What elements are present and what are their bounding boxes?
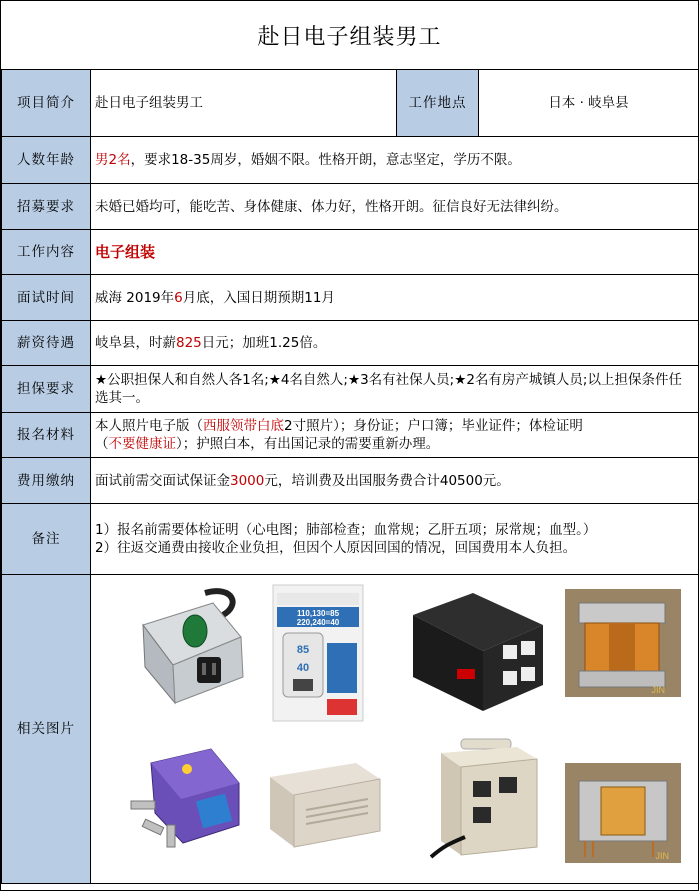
photo-open-transformer xyxy=(565,589,681,697)
fees-value: 面试前需交面试保证金3000元，培训费及出国服务费合计40500元。 xyxy=(91,458,699,504)
row-recruit xyxy=(2,184,699,230)
health-requirement: 不要健康证 xyxy=(108,436,176,452)
images-cell xyxy=(91,575,699,884)
row-project xyxy=(2,70,699,137)
page-title: 赴日电子组装男工 xyxy=(257,24,442,50)
label-recruit: 招募要求 xyxy=(2,184,91,230)
notes-value xyxy=(91,504,699,575)
photo-black-transformer xyxy=(403,585,553,720)
transformer1-mark: JIN xyxy=(651,685,665,695)
people-count: 男2名 xyxy=(95,152,131,168)
info-table xyxy=(1,69,699,884)
voltage-converter-image xyxy=(113,585,263,715)
label-work: 工作内容 xyxy=(2,230,91,275)
project-value: 赴日电子组装男工 xyxy=(91,70,397,137)
row-images xyxy=(2,575,699,884)
converter-tag-mid: 220,240=40 xyxy=(296,618,340,627)
row-notes xyxy=(2,504,699,575)
row-interview xyxy=(2,275,699,321)
label-materials: 报名材料 xyxy=(2,413,91,458)
row-people xyxy=(2,137,699,184)
people-requirements: ，要求18-35周岁，婚姻不限。性格开朗，意志坚定，学历不限。 xyxy=(130,152,521,168)
upright-transformer-image xyxy=(421,737,549,865)
photo-voltage-converter xyxy=(113,585,263,715)
materials-value: 本人照片电子版（西服领带白底2寸照片）；身份证；户口簿；毕业证件；体检证明 （不要健康证）；护照白本，有出国记录的需要重新办理。 xyxy=(91,413,699,458)
row-materials xyxy=(2,413,699,458)
note-line-1: 1）报名前需要体检证明（心电图；肺部检查；血常规；乙肝五项；尿常规；血型。） xyxy=(95,522,597,538)
label-guarantee: 担保要求 xyxy=(2,366,91,413)
salary-value: 岐阜县，时薪825日元；加班1.25倍。 xyxy=(91,321,699,366)
converter-tag-top: 110,130=85 xyxy=(296,609,340,618)
recruit-value: 未婚已婚均可，能吃苦、身体健康、体力好，性格开朗。征信良好无法律纠纷。 xyxy=(91,184,699,230)
row-fees xyxy=(2,458,699,504)
label-fees: 费用缴纳 xyxy=(2,458,91,504)
deposit-amount: 3000 xyxy=(230,472,265,489)
work-content: 电子组装 xyxy=(95,242,156,261)
label-people: 人数年龄 xyxy=(2,137,91,184)
photo-gallery xyxy=(91,575,698,883)
photo-transformer-core xyxy=(565,763,681,863)
label-project: 项目简介 xyxy=(2,70,91,137)
transformer2-mark: JIN xyxy=(655,851,669,861)
plug-adapter-image xyxy=(121,743,249,853)
label-interview: 面试时间 xyxy=(2,275,91,321)
black-transformer-image xyxy=(403,585,553,720)
converter-tag-num2: 40 xyxy=(296,662,310,674)
location-value: 日本 · 岐阜县 xyxy=(479,70,699,137)
photo-requirement: 西服领带白底 xyxy=(203,418,284,434)
label-images: 相关图片 xyxy=(2,575,91,884)
photo-upright-transformer xyxy=(421,737,549,865)
guarantee-value: ★公职担保人和自然人各1名;★4名自然人;★3名有社保人员;★2名有房产城镇人员;以上担保条件任选其一。 xyxy=(91,366,699,413)
row-guarantee xyxy=(2,366,699,413)
open-transformer-image xyxy=(565,589,681,697)
converter-tag-num1: 85 xyxy=(296,644,310,656)
interview-value: 威海 2019年6月底，入国日期预期11月 xyxy=(91,275,699,321)
row-work xyxy=(2,230,699,275)
label-location: 工作地点 xyxy=(397,70,479,137)
packaged-converter-image xyxy=(269,583,367,723)
photo-plug-adapter xyxy=(121,743,249,853)
transformer-core-image xyxy=(565,763,681,863)
label-salary: 薪资待遇 xyxy=(2,321,91,366)
photo-packaged-converter xyxy=(269,583,367,723)
row-salary xyxy=(2,321,699,366)
beige-transformer-image xyxy=(256,755,386,855)
interview-month: 6 xyxy=(174,289,183,306)
label-notes: 备注 xyxy=(2,504,91,575)
work-value xyxy=(91,230,699,275)
note-line-2: 2）往返交通费由接收企业负担，但因个人原因回国的情况，回国费用本人负担。 xyxy=(95,540,577,556)
hourly-wage: 825 xyxy=(176,335,202,351)
photo-beige-transformer xyxy=(256,755,386,855)
people-value xyxy=(91,137,699,184)
